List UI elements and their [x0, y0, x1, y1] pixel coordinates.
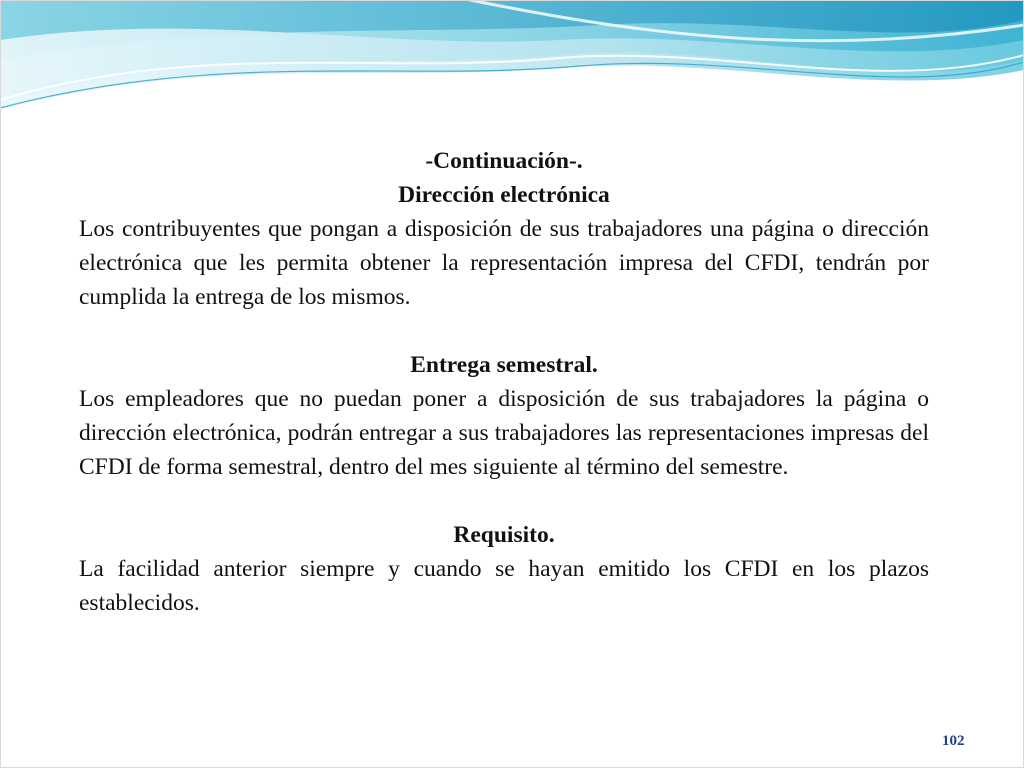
spacer	[79, 314, 929, 348]
decorative-wave-banner	[0, 0, 1024, 130]
requirement-heading: Requisito.	[453, 522, 555, 548]
page-number: 102	[942, 733, 965, 749]
spacer	[79, 484, 929, 518]
semestral-delivery-paragraph: Los empleadores que no puedan poner a disposición de sus trabajadores la página o dirección electrónica, podrán entregar a sus trabajadores las representaciones impresas del CFDI de forma semestral, dentro del mes siguiente al término del semestre.	[79, 386, 929, 480]
requirement-paragraph: La facilidad anterior siempre y cuando se hayan emitido los CFDI en los plazos establecidos.	[79, 556, 929, 616]
semestral-delivery-heading: Entrega semestral.	[410, 352, 598, 378]
slide-body	[79, 144, 929, 620]
continuation-heading: -Continuación-.	[425, 148, 583, 174]
electronic-address-heading: Dirección electrónica	[398, 182, 610, 208]
electronic-address-paragraph: Los contribuyentes que pongan a disposición de sus trabajadores una página o dirección electrónica que les permita obtener la representación impresa del CFDI, tendrán por cumplida la entrega de los mismos.	[79, 216, 929, 310]
